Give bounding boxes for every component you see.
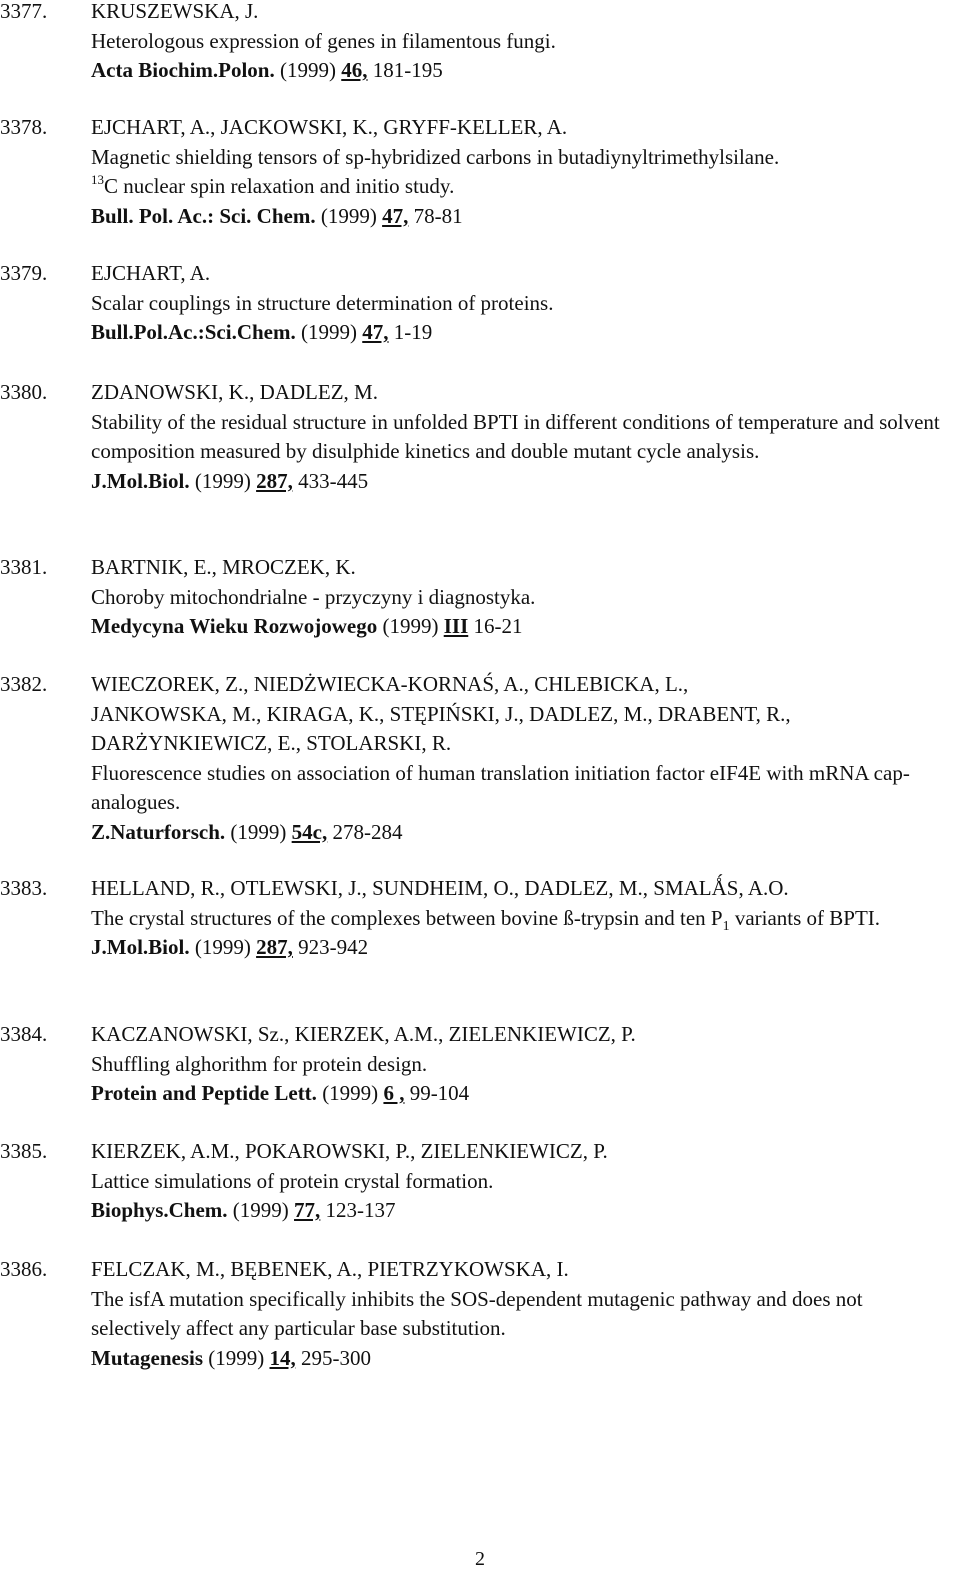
volume: 6 ,: [383, 1081, 405, 1105]
journal-name: J.Mol.Biol.: [91, 935, 190, 959]
reference-entry-3385: [0, 1137, 960, 1226]
entry-citation: [91, 202, 957, 232]
entry-authors-line-2: JANKOWSKA, M., KIRAGA, K., STĘPIŃSKI, J., DADLEZ, M., DRABENT, R.,: [91, 701, 791, 726]
reference-entry-3383: [0, 874, 960, 963]
entry-authors: EJCHART, A.: [91, 261, 211, 285]
pages: 278-284: [332, 819, 403, 844]
entry-authors: FELCZAK, M., BĘBENEK, A., PIETRZYKOWSKA, I.: [91, 1257, 569, 1281]
journal-name: Medycyna Wieku Rozwojowego: [91, 614, 378, 638]
entry-citation: [91, 1344, 957, 1374]
year: (1999): [382, 614, 439, 638]
journal-name: J.Mol.Biol.: [91, 468, 190, 493]
journal-name: Bull.Pol.Ac.:Sci.Chem.: [91, 320, 296, 344]
pages: 923-942: [298, 935, 369, 959]
pages: 295-300: [301, 1345, 371, 1370]
entry-title: Lattice simulations of protein crystal formation.: [91, 1168, 494, 1193]
journal-name: Protein and Peptide Lett.: [91, 1081, 317, 1105]
year: (1999): [230, 819, 287, 844]
entry-number: 3378.: [0, 115, 48, 139]
entry-title-line-2: $^{13}$C nuclear spin relaxation and initio study.: [91, 172, 455, 198]
year: (1999): [320, 203, 377, 228]
entry-authors-line-3: DARŻYNKIEWICZ, E., STOLARSKI, R.: [91, 731, 452, 755]
pages: 123-137: [325, 1198, 396, 1222]
reference-entry-3380: [0, 378, 960, 496]
entry-number: 3382.: [0, 672, 48, 696]
entry-title: The isfA mutation specifically inhibits the SOS-dependent mutagenic pathway and does not selectively affect any particular base substitution.: [91, 1286, 863, 1340]
entry-citation: [91, 1196, 957, 1226]
entry-number: 3381.: [0, 555, 48, 579]
reference-entry-3379: [0, 259, 960, 348]
volume: 77,: [294, 1198, 321, 1222]
entry-title: Stability of the residual structure in unfolded BPTI in different conditions of temperature and solvent composition measured by disulphide kinetics and double mutant cycle analysis.: [91, 409, 940, 463]
entry-citation: [91, 612, 957, 642]
entry-authors: BARTNIK, E., MROCZEK, K.: [91, 555, 356, 579]
entry-title: Shuffling alghorithm for protein design.: [91, 1051, 428, 1076]
pages: 99-104: [409, 1081, 470, 1105]
year: (1999): [194, 935, 251, 959]
volume: 287,: [256, 468, 293, 493]
entry-citation: [91, 1079, 957, 1109]
entry-citation: [91, 318, 957, 348]
reference-entry-3381: [0, 553, 960, 642]
entry-title: Fluorescence studies on association of human translation initiation factor eIF4E with mRNA cap-analogues.: [91, 760, 910, 814]
volume: 47,: [382, 203, 409, 228]
superscript: 13: [91, 172, 104, 187]
entry-number: 3383.: [0, 876, 48, 900]
pages: 181-195: [372, 58, 443, 82]
subscript: 1: [722, 918, 730, 934]
page-number: 2: [475, 1548, 485, 1570]
journal-name: Biophys.Chem.: [91, 1198, 228, 1222]
entry-authors: HELLAND, R., OTLEWSKI, J., SUNDHEIM, O., DADLEZ, M., SMALǺS, A.O.: [91, 876, 789, 900]
pages: 433-445: [298, 468, 369, 493]
reference-entry-3386: [0, 1255, 960, 1373]
year: (1999): [208, 1345, 265, 1370]
entry-citation: [91, 56, 957, 86]
entry-citation: [91, 467, 957, 497]
journal-name: Bull. Pol. Ac.: Sci. Chem.: [91, 203, 316, 228]
pages: 16-21: [473, 614, 523, 638]
entry-title: Heterologous expression of genes in filamentous fungi.: [91, 28, 556, 53]
entry-authors: KIERZEK, A.M., POKAROWSKI, P., ZIELENKIEWICZ, P.: [91, 1139, 608, 1163]
journal-name: Z.Naturforsch.: [91, 819, 226, 844]
entry-citation: [91, 818, 957, 848]
volume: 14,: [269, 1345, 296, 1370]
reference-entry-3382: [0, 670, 960, 847]
year: (1999): [194, 468, 251, 493]
entry-number: 3379.: [0, 261, 48, 285]
volume: 47,: [362, 320, 389, 344]
entry-citation: [91, 933, 957, 963]
year: (1999): [322, 1081, 379, 1105]
journal-name: Acta Biochim.Polon.: [91, 58, 275, 82]
year: (1999): [232, 1198, 289, 1222]
entry-authors: KACZANOWSKI, Sz., KIERZEK, A.M., ZIELENKIEWICZ, P.: [91, 1022, 636, 1046]
entry-title: Scalar couplings in structure determination of proteins.: [91, 290, 554, 315]
entry-number: 3380.: [0, 380, 48, 404]
entry-title: Choroby mitochondrialne - przyczyny i diagnostyka.: [91, 584, 536, 609]
entry-number: 3377.: [0, 0, 48, 23]
entry-title: The crystal structures of the complexes between bovine ß-trypsin and ten $P_1$ variants of BPTI.: [91, 905, 881, 934]
pages: 1-19: [393, 320, 433, 344]
pages: 78-81: [413, 203, 463, 228]
journal-name: Mutagenesis: [91, 1345, 203, 1370]
entry-authors: KRUSZEWSKA, J.: [91, 0, 259, 23]
entry-number: 3384.: [0, 1022, 48, 1046]
entry-number: 3385.: [0, 1139, 48, 1163]
entry-authors-line-1: WIECZOREK, Z., NIEDŻWIECKA-KORNAŚ, A., CHLEBICKA, L.,: [91, 672, 689, 696]
entry-authors: EJCHART, A., JACKOWSKI, K., GRYFF-KELLER, A.: [91, 115, 568, 139]
entry-authors: ZDANOWSKI, K., DADLEZ, M.: [91, 380, 378, 404]
reference-entry-3378: [0, 113, 960, 231]
entry-title-line-1: Magnetic shielding tensors of sp-hybridized carbons in butadiynyltrimethylsilane.: [91, 144, 780, 169]
reference-entry-3384: [0, 1020, 960, 1109]
year: (1999): [301, 320, 357, 344]
volume: III: [443, 614, 469, 638]
volume: 287,: [256, 935, 293, 959]
reference-entry-3377: [0, 0, 960, 86]
volume: 46,: [341, 58, 368, 82]
year: (1999): [280, 58, 336, 82]
volume: 54c,: [291, 819, 328, 844]
entry-number: 3386.: [0, 1257, 48, 1281]
